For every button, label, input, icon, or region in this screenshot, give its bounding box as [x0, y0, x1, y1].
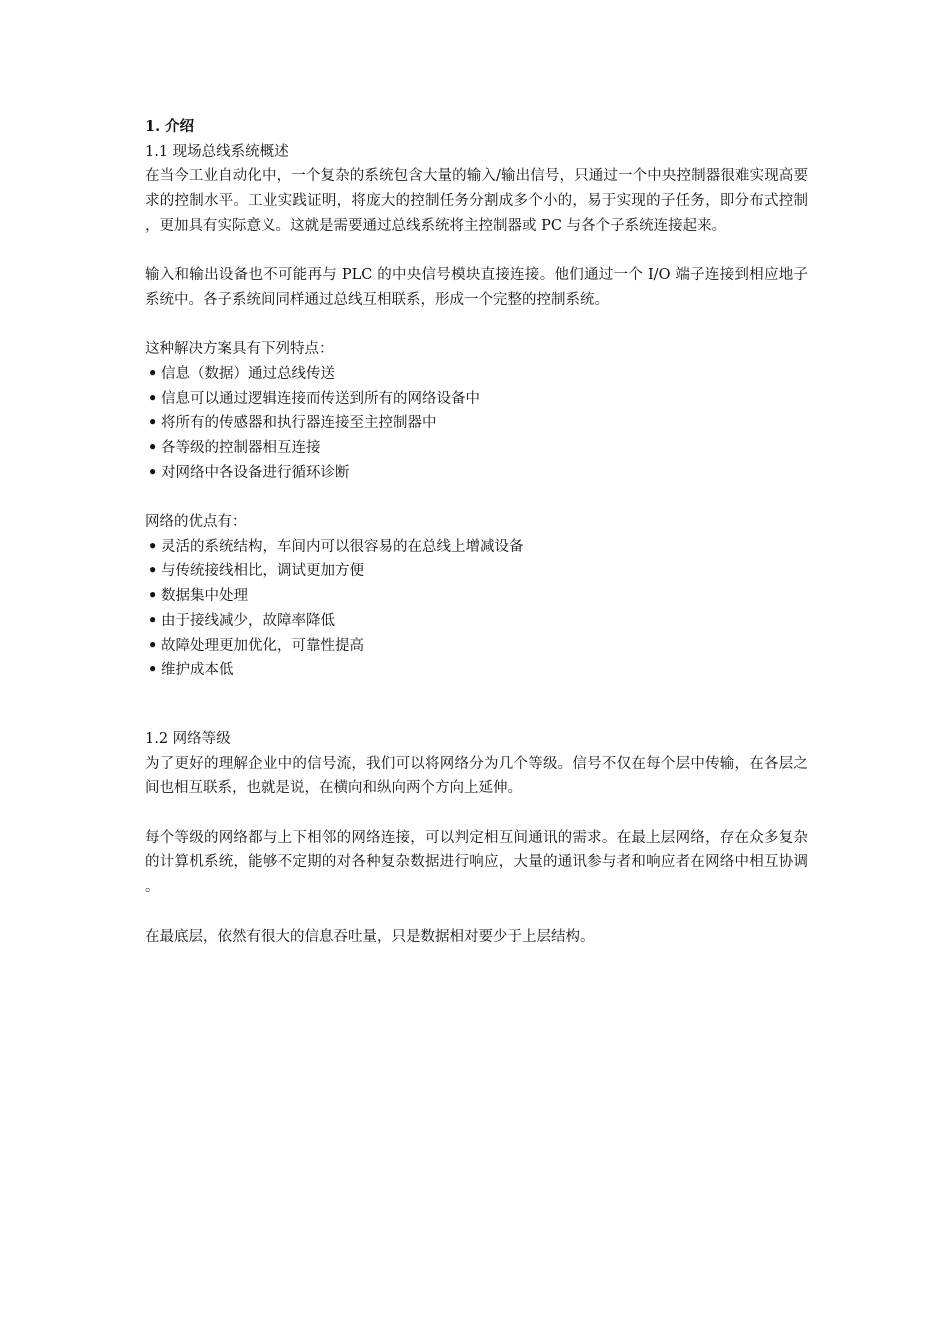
- advantages-list: [145, 535, 808, 683]
- features-list: [145, 362, 808, 485]
- list-item-text: 维护成本低: [161, 662, 234, 679]
- bullet-icon: •: [148, 463, 158, 481]
- list-item-text: 各等级的控制器相互连接: [161, 440, 321, 457]
- list-item: [145, 559, 808, 584]
- list-item-text: 数据集中处理: [161, 588, 248, 605]
- bullet-icon: •: [148, 636, 158, 654]
- bullet-icon: •: [148, 537, 158, 555]
- list-item: [145, 411, 808, 436]
- paragraph-spacer: [145, 313, 808, 338]
- bullet-icon: •: [148, 364, 158, 382]
- subsection-1-1-paragraph-2: 输入和输出设备也不可能再与 PLC 的中央信号模块直接连接。他们通过一个 I/O 端子连接到相应地子系统中。各子系统间同样通过总线互相联系，形成一个完整的控制系统。: [145, 267, 808, 308]
- section-1-title: 1. 介绍: [145, 118, 195, 135]
- list-item-text: 灵活的系统结构，车间内可以很容易的在总线上增减设备: [161, 538, 524, 555]
- list-item: [145, 436, 808, 461]
- bullet-icon: •: [148, 414, 158, 432]
- list-item: [145, 584, 808, 609]
- features-intro: 这种解决方案具有下列特点：: [145, 341, 334, 358]
- subsection-1-2-title: 1.2 网络等级: [145, 730, 231, 747]
- list-item-text: 与传统接线相比，调试更加方便: [161, 563, 364, 580]
- list-item: [145, 658, 808, 683]
- subsection-1-2-paragraph-3: 在最底层，依然有很大的信息吞吐量，只是数据相对要少于上层结构。: [145, 928, 595, 945]
- bullet-icon: •: [148, 611, 158, 629]
- bullet-icon: •: [148, 439, 158, 457]
- list-item-text: 将所有的传感器和执行器连接至主控制器中: [161, 415, 437, 432]
- paragraph-spacer: [145, 801, 808, 826]
- list-item: [145, 609, 808, 634]
- list-item: [145, 461, 808, 486]
- list-item-text: 对网络中各设备进行循环诊断: [161, 464, 350, 481]
- list-item: [145, 634, 808, 659]
- bullet-icon: •: [148, 562, 158, 580]
- list-item: [145, 535, 808, 560]
- paragraph-spacer: [145, 485, 808, 510]
- subsection-1-1-paragraph-1: 在当今工业自动化中，一个复杂的系统包含大量的输入/输出信号，只通过一个中央控制器很难实现高要求的控制水平。工业实践证明，将庞大的控制任务分割成多个小的，易于实现的子任务，即分布式控制，更加具有实际意义。这就是需要通过总线系统将主控制器或 PC 与各个子系统连接起来。: [145, 168, 808, 234]
- list-item-text: 信息可以通过逻辑连接而传送到所有的网络设备中: [161, 390, 480, 407]
- subsection-1-2-paragraph-2: 每个等级的网络都与上下相邻的网络连接，可以判定相互间通讯的需求。在最上层网络，存在众多复杂的计算机系统，能够不定期的对各种复杂数据进行响应，大量的通讯参与者和响应者在网络中相互协调。: [145, 829, 808, 896]
- bullet-icon: •: [148, 587, 158, 605]
- list-item-text: 故障处理更加优化，可靠性提高: [161, 637, 364, 654]
- advantages-intro: 网络的优点有：: [145, 514, 247, 531]
- paragraph-spacer: [145, 238, 808, 263]
- subsection-1-1-title: 1.1 现场总线系统概述: [145, 143, 289, 160]
- list-item-text: 由于接线减少，故障率降低: [161, 612, 335, 629]
- bullet-icon: •: [148, 661, 158, 679]
- list-item: [145, 387, 808, 412]
- list-item: [145, 362, 808, 387]
- document-body: [145, 115, 808, 949]
- bullet-icon: •: [148, 389, 158, 407]
- list-item-text: 信息（数据）通过总线传送: [161, 365, 335, 382]
- paragraph-spacer: [145, 900, 808, 925]
- section-spacer: [145, 683, 808, 727]
- subsection-1-2-paragraph-1: 为了更好的理解企业中的信号流，我们可以将网络分为几个等级。信号不仅在每个层中传输，在各层之间也相互联系，也就是说，在横向和纵向两个方向上延伸。: [145, 755, 808, 797]
